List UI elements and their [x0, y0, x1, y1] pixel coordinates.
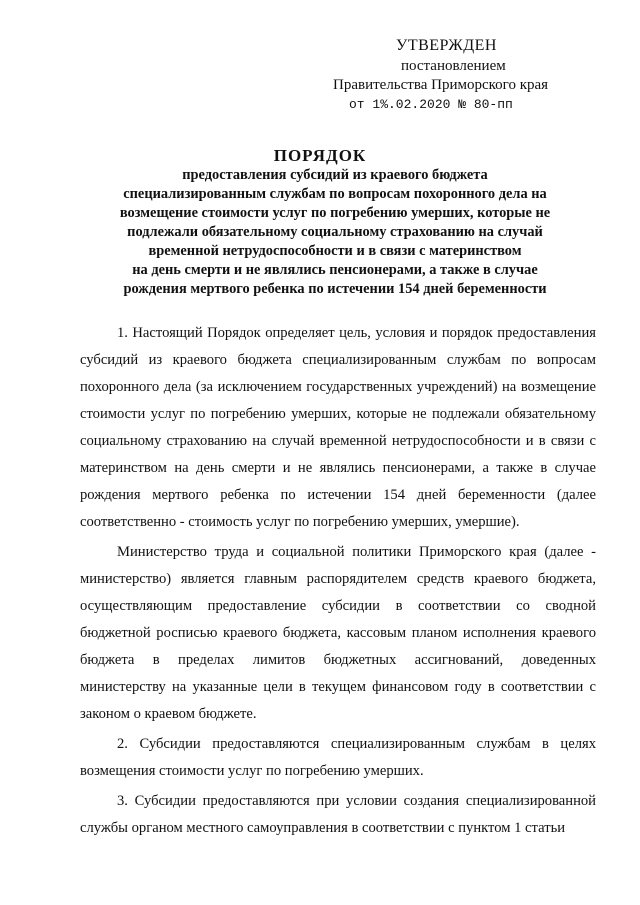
subtitle-line: возмещение стоимости услуг по погребению умерших, которые не [119, 205, 551, 221]
subtitle-line: на день смерти и не являлись пенсионерами, а также в случае [132, 262, 538, 278]
paragraph-3: 3. Субсидии предоставляются при условии создания специализированной службы органом местного самоуправления в соответствии с пунктом 1 статьи [80, 793, 596, 836]
approval-line-date-number: от 1%.02.2020 № 80-пп [349, 97, 513, 112]
document-title: ПОРЯДОК [273, 146, 367, 165]
paragraph-ministry: Министерство труда и социальной политики Приморского края (далее - министерство) является главным распорядителем средств краевого бюджета, осуществляющим предоставление субсидии в соответствии со сводной бюджетной росписью краевого бюджета, кассовым планом исполнения краевого бюджета в пределах лимитов бюджетных ассигнований, доведенных министерству на указанные цели в текущем финансовом году в соответствии с законом о краевом бюджете. [80, 544, 596, 722]
subtitle-line: предоставления субсидий из краевого бюджета [182, 167, 488, 183]
paragraph-1: 1. Настоящий Порядок определяет цель, условия и порядок предоставления субсидий из краевого бюджета специализированным службам по вопросам похоронного дела (за исключением государственных учреждений) на возмещение стоимости услуг по погребению умерших, которые не подлежали обязательному социальному страхованию на случай временной нетрудоспособности и в связи с материнством на день смерти и не являлись пенсионерами, а также в случае рождения мертвого ребенка по истечении 154 дней беременности (далее соответственно - стоимость услуг по погребению умерших, умершие). [80, 325, 596, 530]
paragraph-2: 2. Субсидии предоставляются специализированным службам в целях возмещения стоимости услуг по погребению умерших. [80, 736, 596, 779]
subtitle-line: специализированным службам по вопросам похоронного дела на [123, 186, 547, 202]
approval-line-resolution: постановлением [401, 58, 506, 74]
subtitle-line: временной нетрудоспособности и в связи с материнством [148, 243, 522, 259]
document-body [80, 320, 596, 842]
approval-title: УТВЕРЖДЕН [396, 37, 497, 54]
document-subtitle [80, 166, 590, 299]
approval-line-government: Правительства Приморского края [333, 77, 549, 93]
subtitle-line: рождения мертвого ребенка по истечении 154 дней беременности [123, 281, 547, 297]
subtitle-line: подлежали обязательному социальному страхованию на случай [127, 224, 543, 240]
